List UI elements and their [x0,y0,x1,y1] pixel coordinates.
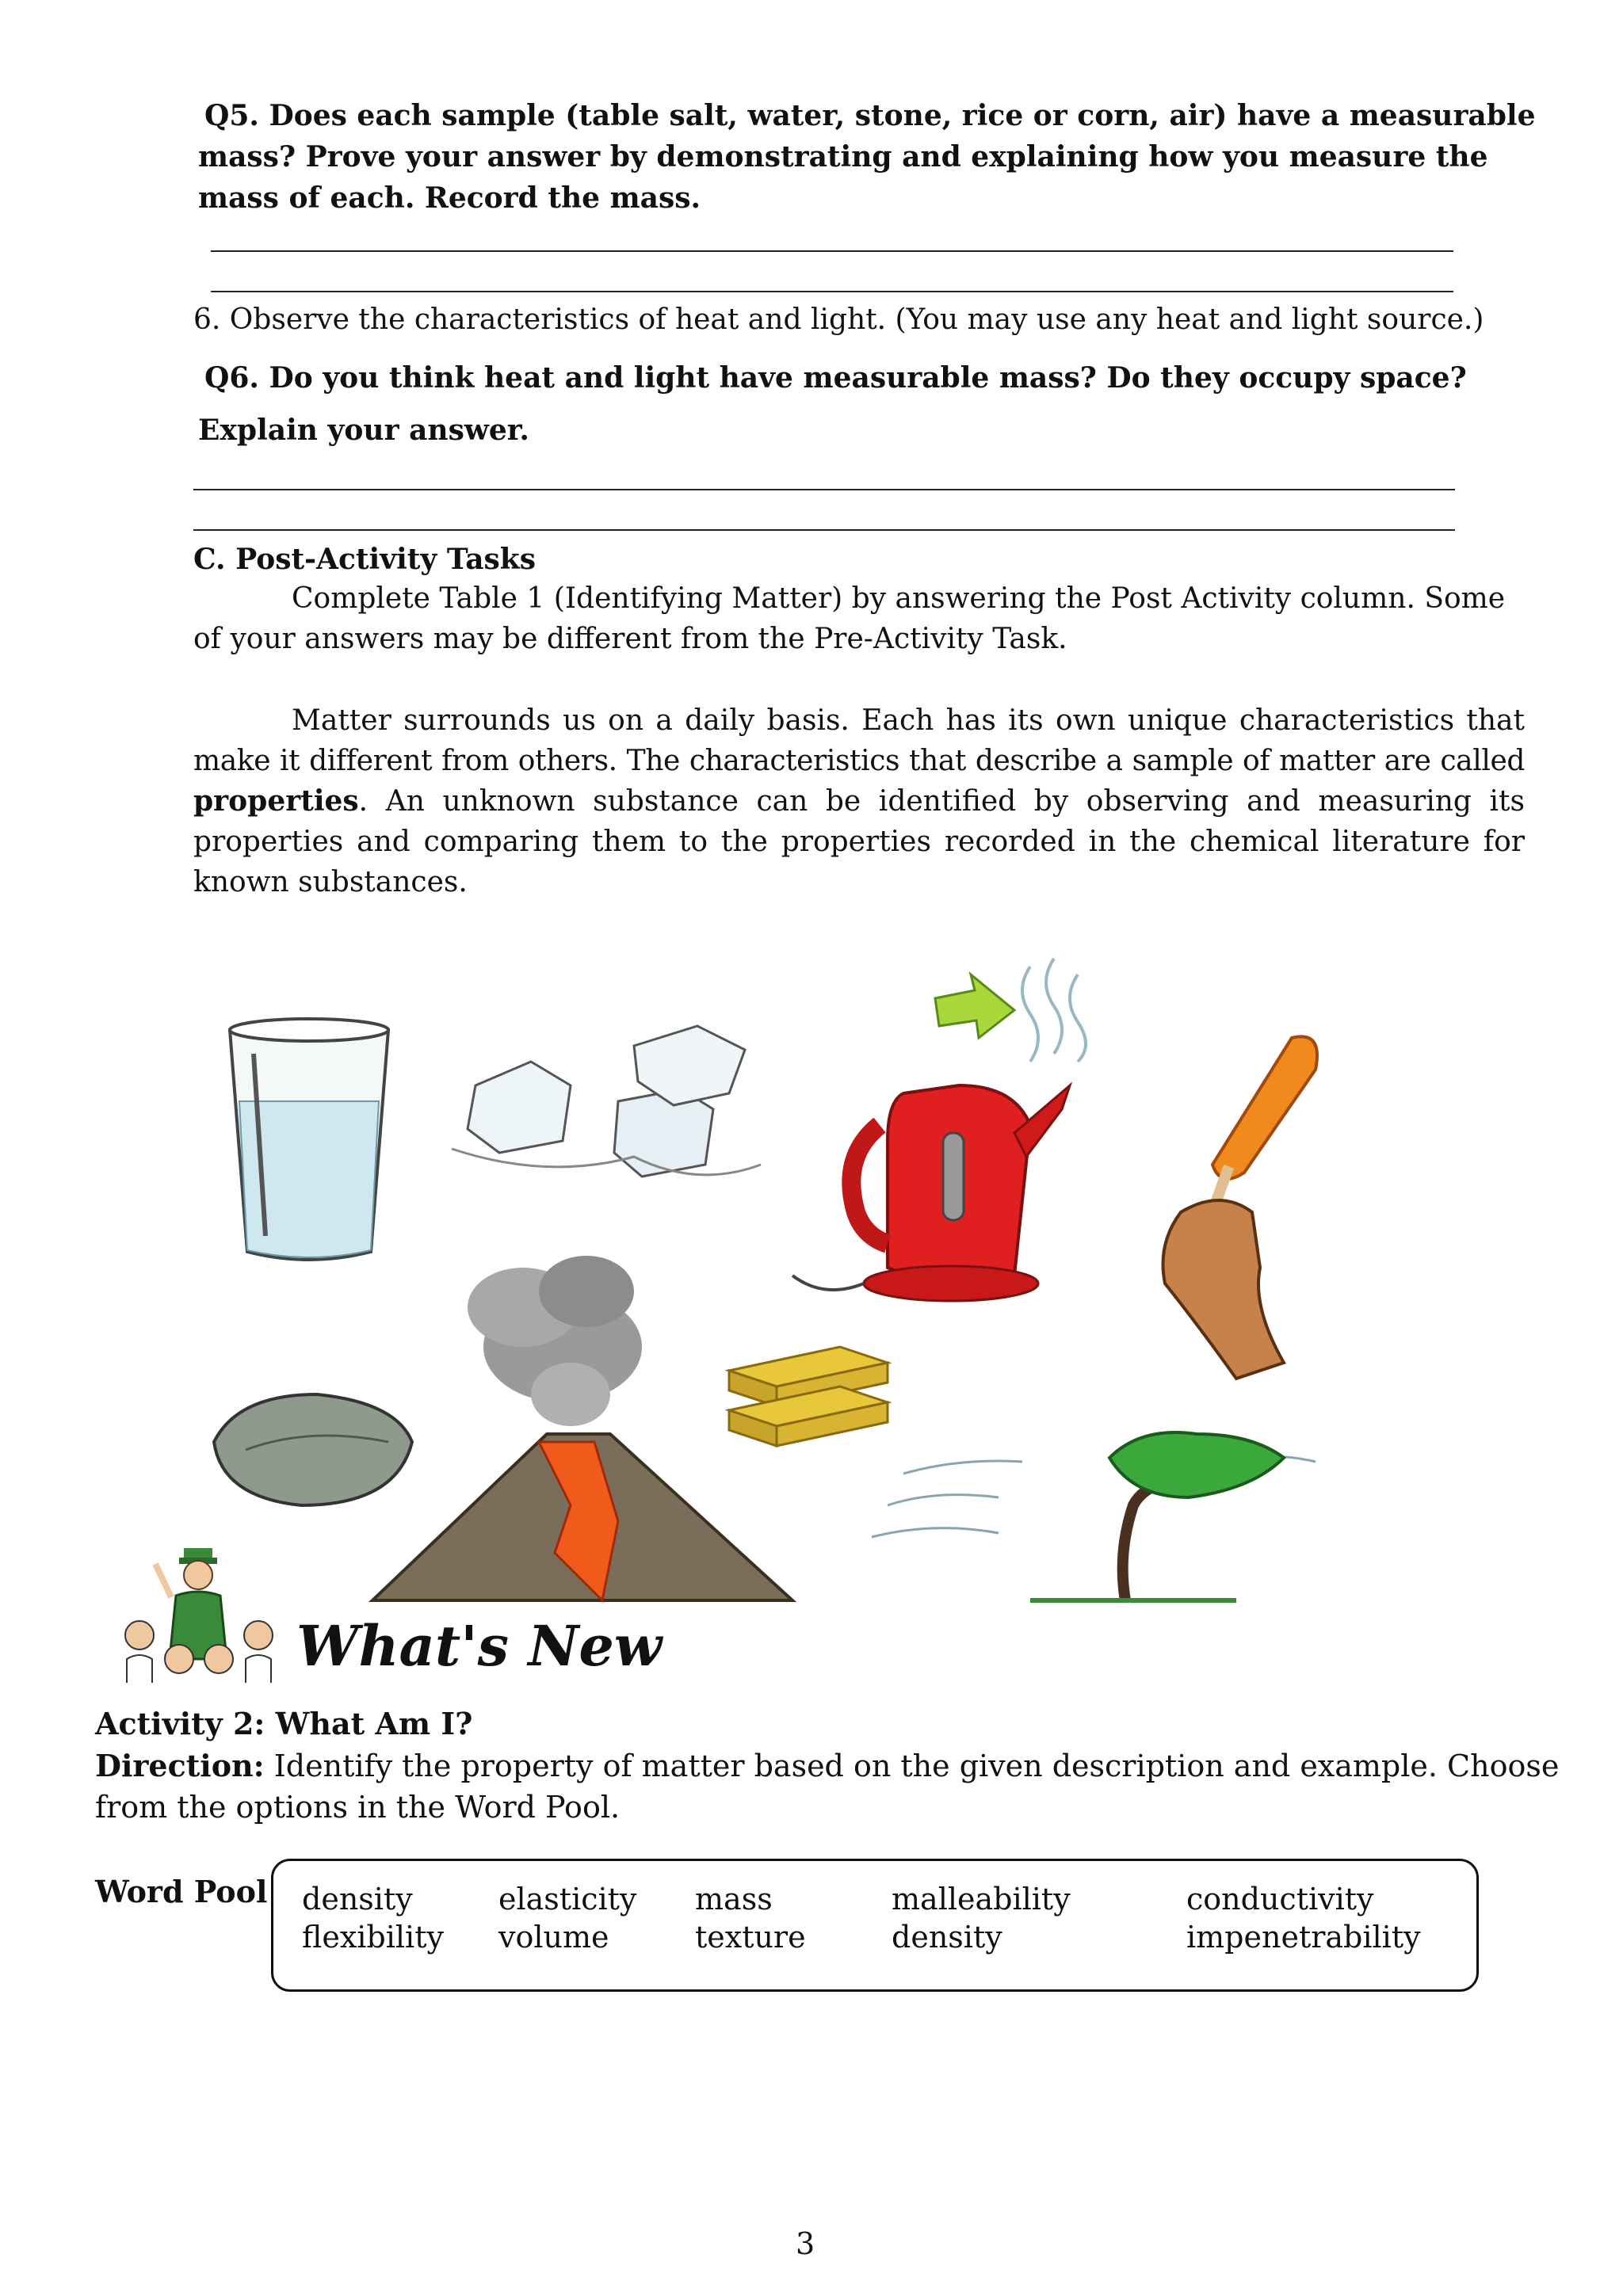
question-q5 [198,95,1561,219]
glass-of-water-icon [230,1019,388,1260]
item-6: 6. Observe the characteristics of heat and light. (You may use any heat and light source.) [193,303,1484,336]
kettle-icon [792,1085,1070,1301]
q6-line1: Q6. Do you think heat and light have measurable mass? Do they occupy space? [204,361,1467,395]
teacher-students-icon [116,1540,288,1683]
answer-line[interactable] [211,250,1453,252]
stone-icon [214,1394,412,1505]
post-activity-paragraph [193,578,1525,659]
q5-line2: mass? Prove your answer by demonstrating and explaining how you measure the [198,140,1488,174]
activity-direction [95,1745,1569,1828]
post-para1-line1: Complete Table 1 (Identifying Matter) by answering the Post Activity column. Some [292,582,1506,615]
q5-line1: Q5. Does each sample (table salt, water, stone, rice or corn, air) have a measurable [204,99,1536,132]
q6-line2: Explain your answer. [198,414,529,447]
q5-line3: mass of each. Record the mass. [198,181,701,215]
para2-line4 [193,822,1525,862]
para2-line3 [193,781,1525,822]
para2-line3-text: . An unknown substance can be identified by observing and measuring its [358,785,1525,818]
answer-line[interactable] [193,529,1455,531]
para2-line2 [193,741,1525,781]
section-heading-post-activity: C. Post-Activity Tasks [193,543,537,576]
word-pool-label: Word Pool [95,1874,268,1909]
page-number: 3 [796,2226,815,2261]
word-pool-item: elasticity [498,1882,637,1917]
tree-icon [1030,1432,1284,1600]
word-pool-item: impenetrability [1186,1920,1421,1955]
steam-icon [1022,959,1086,1062]
word-pool-item: volume [498,1920,609,1955]
term-properties: properties [193,784,359,818]
word-pool-item: conductivity [1186,1882,1374,1917]
post-para1-line2: of your answers may be different from the Pre-Activity Task. [193,623,1067,655]
answer-line[interactable] [193,489,1455,490]
whats-new-title: What's New [296,1613,663,1679]
arrow-icon [935,974,1014,1038]
direction-line2: from the options in the Word Pool. [95,1790,621,1825]
word-pool-item: texture [695,1920,806,1955]
direction-text: Identify the property of matter based on the given description and example. Choose [264,1749,1560,1783]
direction-line1 [95,1745,1569,1787]
para2-line2-text: make it different from others. The characteristics that describe a sample of matter are called [193,745,1525,777]
activity-title: Activity 2: What Am I? [95,1706,473,1741]
properties-paragraph [193,700,1525,902]
word-pool-item: density [302,1882,413,1917]
word-pool-item: mass [695,1882,773,1917]
gold-bars-icon [729,1347,888,1446]
matter-illustration [190,951,1411,1616]
para2-line1 [193,700,1525,741]
para2-line1-text: Matter surrounds us on a daily basis. Each has its own unique characteristics that [292,704,1525,737]
direction-label: Direction: [95,1748,265,1783]
word-pool-item: density [892,1920,1002,1955]
para2-line5: known substances. [193,866,468,898]
para2-line4-text: properties and comparing them to the properties recorded in the chemical literature for [193,826,1525,858]
word-pool-item: flexibility [302,1920,444,1955]
answer-line[interactable] [211,291,1453,292]
hand-icon [1163,1200,1285,1379]
word-pool-box [271,1859,1479,1992]
question-q6 [198,352,1561,456]
ice-cubes-icon [452,1026,761,1177]
word-pool-item: malleability [892,1882,1071,1917]
